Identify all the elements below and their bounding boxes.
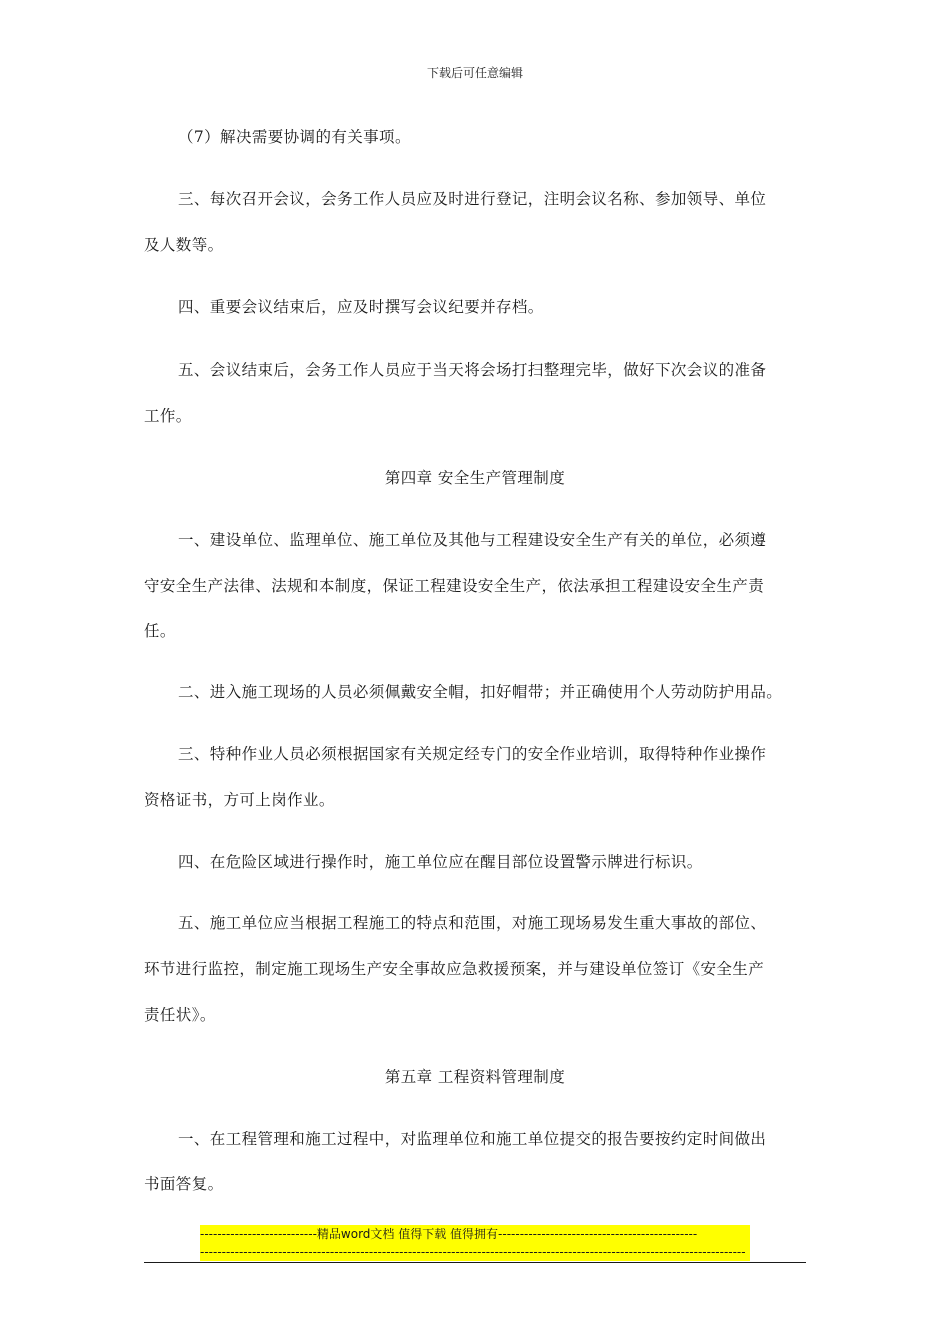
- body-line: 三、特种作业人员必须根据国家有关规定经专门的安全作业培训，取得特种作业操作: [178, 745, 767, 763]
- body-line: 资格证书，方可上岗作业。: [144, 791, 335, 809]
- body-line: 一、在工程管理和施工过程中，对监理单位和施工单位提交的报告要按约定时间做出: [178, 1130, 767, 1148]
- body-line: 二、进入施工现场的人员必须佩戴安全帽，扣好帽带；并正确使用个人劳动防护用品。: [178, 683, 783, 701]
- body-line: （7）解决需要协调的有关事项。: [178, 128, 411, 146]
- body-line: 责任状》。: [144, 1006, 216, 1024]
- body-line: 四、重要会议结束后，应及时撰写会议纪要并存档。: [178, 298, 544, 316]
- body-line: 四、在危险区域进行操作时，施工单位应在醒目部位设置警示牌进行标识。: [178, 853, 703, 871]
- body-line: 工作。: [144, 407, 192, 425]
- body-line: 守安全生产法律、法规和本制度，保证工程建设安全生产，依法承担工程建设安全生产责: [144, 577, 765, 595]
- body-line: 三、每次召开会议，会务工作人员应及时进行登记，注明会议名称、参加领导、单位: [178, 190, 767, 208]
- chapter-heading: 第五章 工程资料管理制度: [384, 1068, 566, 1086]
- body-line: 五、会议结束后，会务工作人员应于当天将会场打扫整理完毕，做好下次会议的准备: [178, 361, 767, 379]
- body-line: 一、建设单位、监理单位、施工单位及其他与工程建设安全生产有关的单位，必须遵: [178, 531, 767, 549]
- body-line: 五、施工单位应当根据工程施工的特点和范围，对施工现场易发生重大事故的部位、: [178, 914, 767, 932]
- footer-banner-line: ------------------------------------------------------------------------------------------------------------------------------: [200, 1245, 746, 1259]
- body-line: 及人数等。: [144, 236, 224, 254]
- footer-divider: [144, 1262, 806, 1263]
- body-line: 环节进行监控，制定施工现场生产安全事故应急救援预案，并与建设单位签订《安全生产: [144, 960, 765, 978]
- footer-banner: [200, 1225, 750, 1261]
- footer-banner-line: ---------------------------精品word文档 值得下载 值得拥有----------------------------------------------: [200, 1227, 698, 1241]
- body-line: 任。: [144, 622, 176, 640]
- page-header: 下载后可任意编辑: [426, 66, 523, 80]
- chapter-heading: 第四章 安全生产管理制度: [384, 469, 566, 487]
- body-line: 书面答复。: [144, 1175, 224, 1193]
